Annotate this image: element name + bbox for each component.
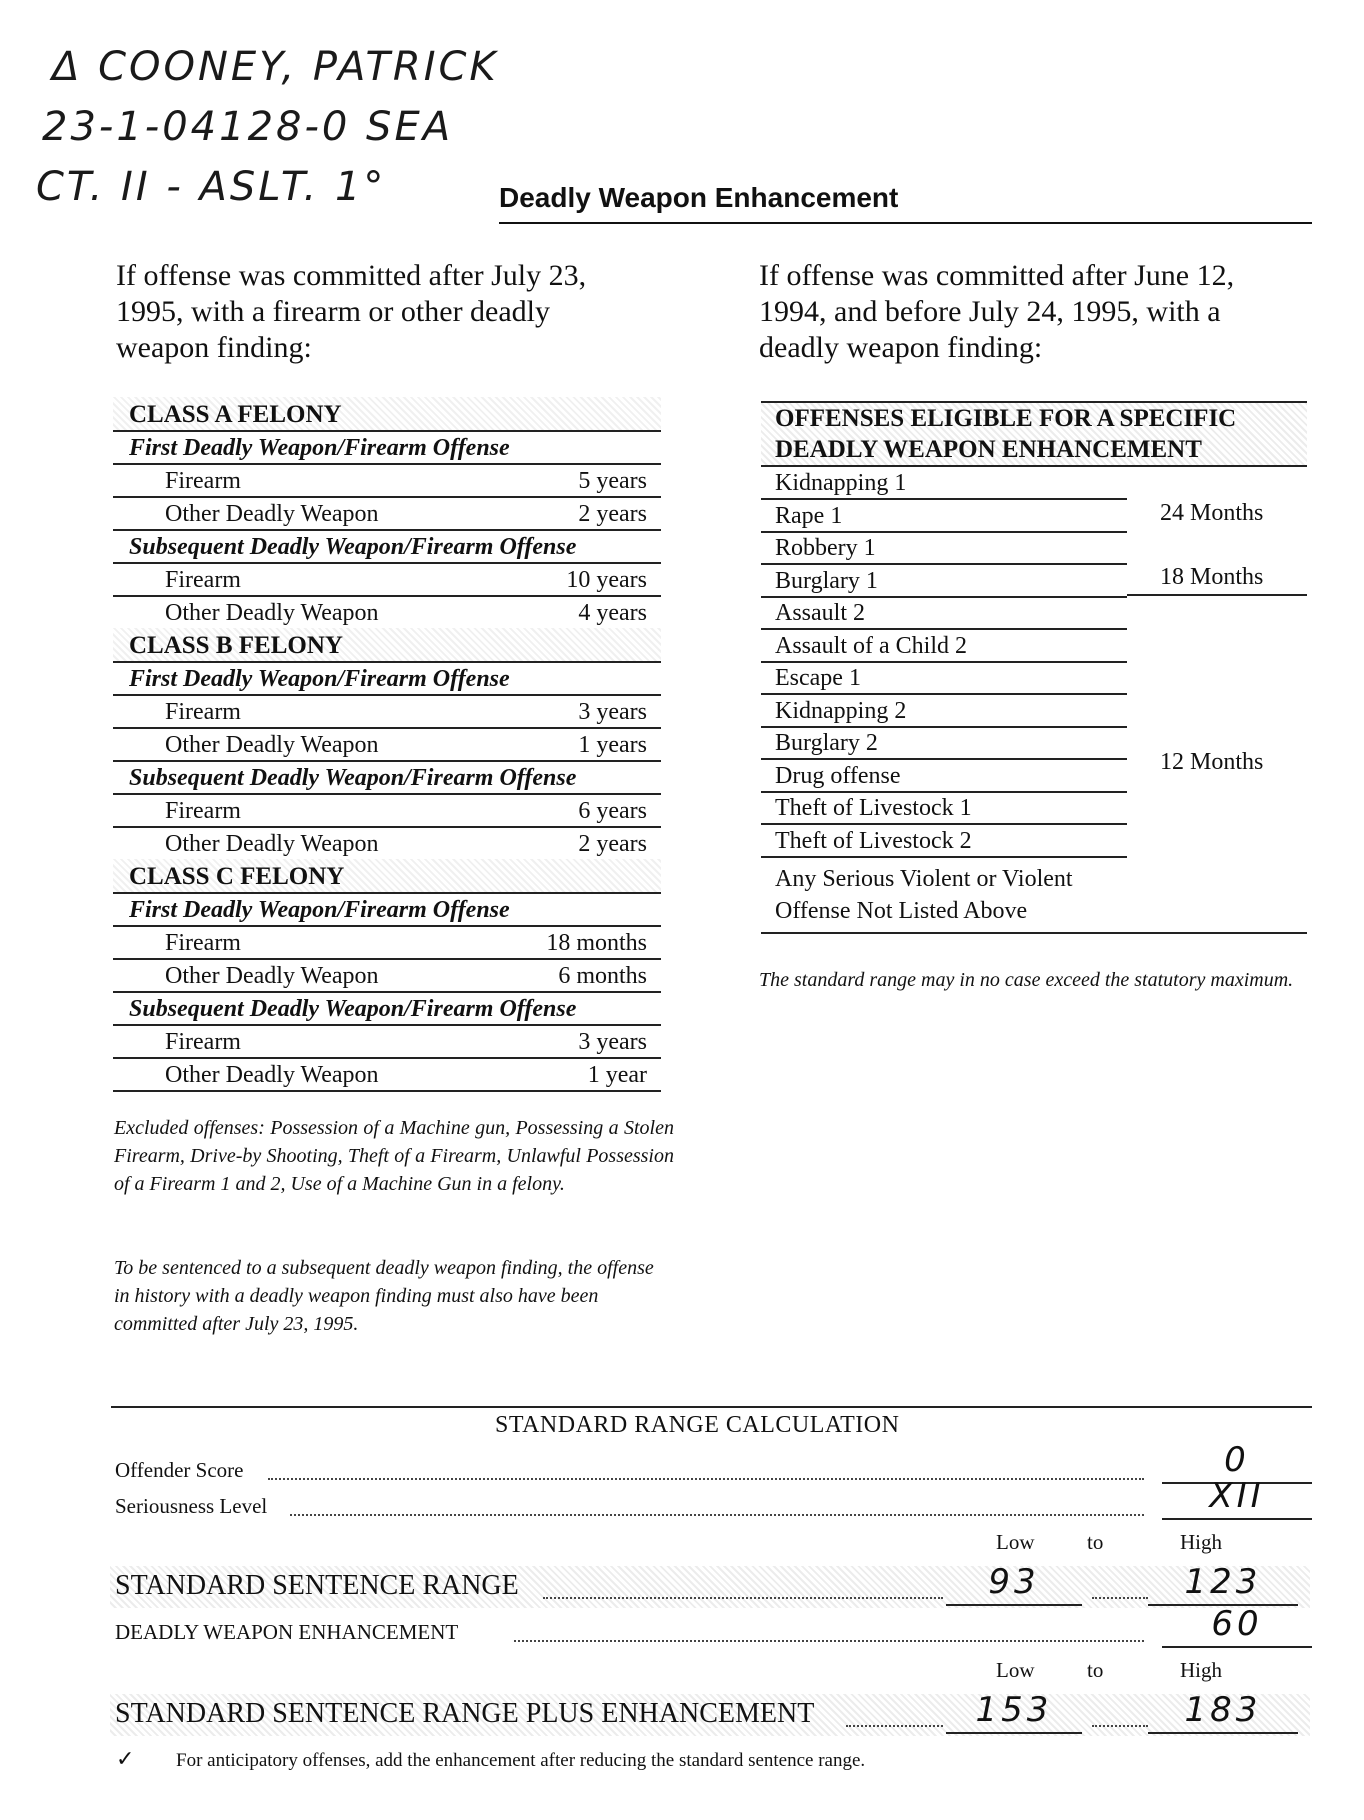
months-18-label: 18 Months (1160, 564, 1264, 590)
months-12-label: 12 Months (1160, 749, 1264, 775)
eligible-offense-row (761, 793, 1127, 825)
offense-type-subheader (113, 892, 661, 927)
felony-class-header (113, 859, 661, 894)
weapon-type: Other Deadly Weapon (165, 1062, 379, 1088)
ssr-high-value: 123 (1184, 1562, 1262, 1602)
enhancement-duration: 6 months (558, 963, 647, 989)
right-intro: If offense was committed after June 12, 1994, and before July 24, 1995, with a deadly weapon finding: (759, 259, 1235, 364)
title-rule (499, 222, 1312, 224)
eligible-offense-row (761, 533, 1127, 565)
low-label-1: Low (996, 1530, 1035, 1554)
offense-name: Kidnapping 2 (775, 697, 907, 724)
handwritten-defendant-name: Δ COONEY, PATRICK (52, 44, 499, 90)
plus-leader (846, 1725, 943, 1727)
ssr-mid-leader (1092, 1597, 1148, 1599)
offense-type-subheader (113, 430, 661, 465)
subsequent-finding-note: To be sentenced to a subsequent deadly weapon finding, the offense in history with a deadly weapon finding must also have been committed after July 23, 1995. (114, 1257, 654, 1335)
anticipatory-footnote: For anticipatory offenses, add the enhancement after reducing the standard sentence range. (176, 1750, 866, 1771)
enhancement-duration: 2 years (578, 831, 647, 857)
row-label: First Deadly Weapon/Firearm Offense (129, 897, 510, 923)
enhancement-row (113, 958, 661, 993)
weapon-type: Firearm (165, 567, 241, 593)
offense-type-subheader (113, 529, 661, 564)
offender-score-value: 0 (1224, 1440, 1250, 1480)
ssr-low-value: 93 (988, 1562, 1040, 1602)
offense-type-subheader (113, 661, 661, 696)
offense-name: Assault 2 (775, 600, 865, 626)
weapon-type: Other Deadly Weapon (165, 600, 379, 626)
plus-low-value: 153 (975, 1690, 1053, 1730)
handwritten-case-number: 23-1-04128-0 SEA (42, 104, 454, 150)
eligible-offense-row (761, 501, 1127, 533)
left-intro: If offense was committed after July 23, 1995, with a firearm or other deadly weapon finding: (116, 259, 587, 364)
eligible-offense-row (761, 826, 1127, 858)
row-label: Subsequent Deadly Weapon/Firearm Offense (129, 996, 577, 1022)
dwe-leader (514, 1640, 1144, 1642)
offender-score-label: Offender Score (115, 1458, 244, 1482)
row-label: CLASS A FELONY (129, 401, 342, 428)
enhancement-row (113, 925, 661, 960)
dwe-label: DEADLY WEAPON ENHANCEMENT (115, 1620, 459, 1644)
weapon-type: Firearm (165, 798, 241, 824)
plus-high-value: 183 (1184, 1690, 1262, 1730)
weapon-type: Other Deadly Weapon (165, 963, 379, 989)
offense-type-subheader (113, 760, 661, 795)
offense-name: Rape 1 (775, 502, 843, 529)
eligible-offenses-header-line2: DEADLY WEAPON ENHANCEMENT (775, 436, 1202, 463)
right-table-bottom-rule (761, 932, 1307, 934)
eligible-offense-row (761, 761, 1127, 793)
eligible-offense-row (761, 728, 1127, 760)
high-label-1: High (1180, 1530, 1222, 1554)
plus-mid-leader (1092, 1725, 1148, 1727)
check-mark: ✓ (116, 1746, 135, 1771)
weapon-type: Other Deadly Weapon (165, 831, 379, 857)
other-offenses (775, 863, 1073, 927)
firearm-enhancement-table (113, 397, 661, 1087)
weapon-type: Other Deadly Weapon (165, 732, 379, 758)
ssr-low-line (946, 1604, 1082, 1606)
eligible-offenses-header (761, 401, 1307, 467)
enhancement-duration: 6 years (578, 798, 647, 824)
enhancement-duration: 18 months (546, 930, 647, 956)
to-label-2: to (1087, 1658, 1104, 1682)
plus-low-line (946, 1732, 1082, 1734)
enhancement-row (113, 1024, 661, 1059)
to-label-1: to (1087, 1530, 1104, 1554)
statutory-maximum-note: The standard range may in no case exceed the statutory maximum. (759, 969, 1294, 991)
offense-name: Robbery 1 (775, 535, 876, 561)
enhancement-row (113, 1057, 661, 1092)
row-label: Subsequent Deadly Weapon/Firearm Offense (129, 765, 577, 791)
high-label-2: High (1180, 1658, 1222, 1682)
offense-name: Burglary 2 (775, 730, 878, 756)
enhancement-row (113, 793, 661, 828)
weapon-type: Firearm (165, 930, 241, 956)
ssr-label: STANDARD SENTENCE RANGE (115, 1570, 519, 1601)
low-label-2: Low (996, 1658, 1035, 1682)
dwe-line (1162, 1646, 1312, 1648)
other-offenses-line2: Offense Not Listed Above (775, 898, 1028, 924)
handwritten-count: CT. II - ASLT. 1° (36, 164, 387, 210)
seriousness-level-leader (290, 1514, 1144, 1516)
enhancement-row (113, 595, 661, 630)
enhancement-duration: 3 years (578, 699, 647, 725)
offense-name: Escape 1 (775, 665, 861, 691)
enhancement-duration: 1 years (578, 732, 647, 758)
eligible-offense-row (761, 663, 1127, 695)
row-label: CLASS C FELONY (129, 863, 345, 890)
plus-high-line (1148, 1732, 1298, 1734)
ssr-leader (543, 1597, 943, 1599)
eligible-offenses-header-line1: OFFENSES ELIGIBLE FOR A SPECIFIC (775, 405, 1237, 432)
offender-score-leader (268, 1478, 1144, 1480)
enhancement-row (113, 694, 661, 729)
seriousness-level-line (1162, 1518, 1312, 1520)
months-24-label: 24 Months (1160, 500, 1264, 526)
offense-name: Burglary 1 (775, 567, 878, 594)
enhancement-row (113, 562, 661, 597)
eligible-offense-row (761, 598, 1127, 630)
weapon-type: Other Deadly Weapon (165, 501, 379, 527)
felony-class-header (113, 397, 661, 432)
dwe-value: 60 (1211, 1604, 1263, 1644)
weapon-type: Firearm (165, 1029, 241, 1055)
row-label: First Deadly Weapon/Firearm Offense (129, 435, 510, 461)
offense-name: Theft of Livestock 1 (775, 795, 972, 821)
excluded-offenses-note: Excluded offenses: Possession of a Machine gun, Possessing a Stolen Firearm, Drive-by Shooting, Theft of a Firearm, Unlawful Possession of a Firearm 1 and 2, Use of a Machine Gun in a felony. (114, 1117, 674, 1195)
page-title: Deadly Weapon Enhancement (499, 182, 899, 213)
eligible-offense-row (761, 696, 1127, 728)
offense-type-subheader (113, 991, 661, 1026)
months-18-rule (1127, 594, 1307, 596)
offense-name: Drug offense (775, 762, 901, 789)
calc-top-rule (111, 1406, 1312, 1408)
row-label: CLASS B FELONY (129, 632, 343, 659)
row-label: First Deadly Weapon/Firearm Offense (129, 666, 510, 692)
enhancement-duration: 10 years (566, 567, 647, 593)
enhancement-row (113, 463, 661, 498)
other-offenses-line1: Any Serious Violent or Violent (775, 866, 1073, 892)
offense-name: Theft of Livestock 2 (775, 827, 972, 854)
seriousness-level-label: Seriousness Level (115, 1494, 268, 1518)
felony-class-header (113, 628, 661, 663)
weapon-type: Firearm (165, 699, 241, 725)
enhancement-row (113, 826, 661, 861)
calc-title: STANDARD RANGE CALCULATION (495, 1412, 900, 1438)
eligible-offense-row (761, 468, 1127, 500)
offense-name: Assault of a Child 2 (775, 632, 967, 659)
enhancement-duration: 4 years (578, 600, 647, 626)
enhancement-duration: 5 years (578, 468, 647, 494)
seriousness-level-value: XII (1209, 1476, 1265, 1516)
enhancement-duration: 3 years (578, 1029, 647, 1055)
enhancement-duration: 1 year (587, 1062, 647, 1088)
eligible-offense-row (761, 566, 1127, 598)
weapon-type: Firearm (165, 468, 241, 494)
enhancement-duration: 2 years (578, 501, 647, 527)
enhancement-row (113, 727, 661, 762)
offense-name: Kidnapping 1 (775, 470, 907, 496)
row-label: Subsequent Deadly Weapon/Firearm Offense (129, 534, 577, 560)
eligible-offense-row (761, 631, 1127, 663)
plus-label: STANDARD SENTENCE RANGE PLUS ENHANCEMENT (115, 1698, 815, 1729)
enhancement-row (113, 496, 661, 531)
